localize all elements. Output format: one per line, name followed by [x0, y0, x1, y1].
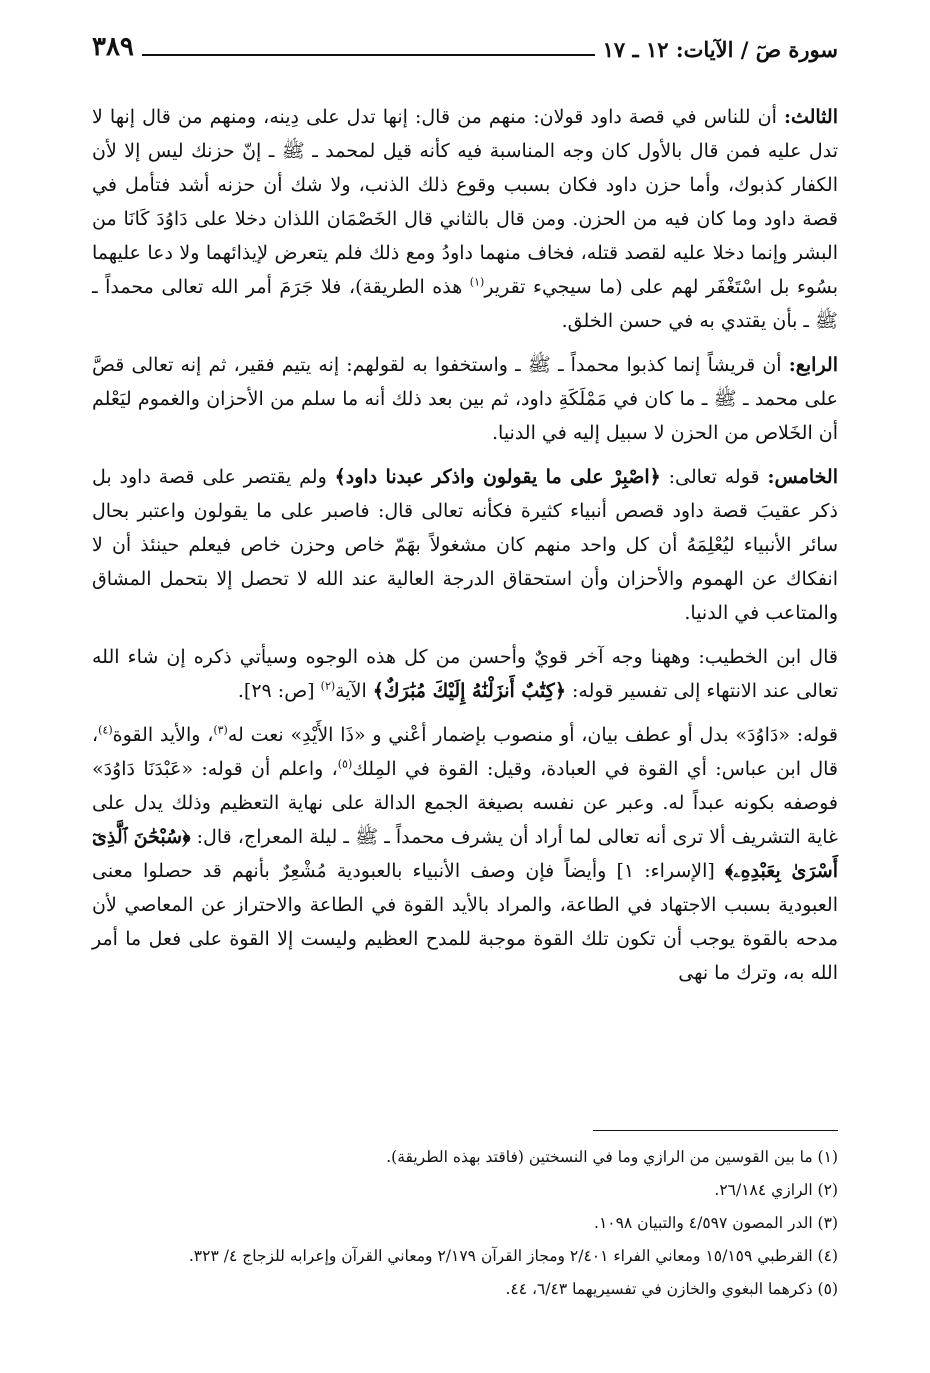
- footnote-ref: (٥): [337, 757, 353, 771]
- paragraph-text: قوله: «دَاوُدَ» بدل أو عطف بيان، أو منصوب بإضمار أعْني و «ذَا الأَيْدِ» نعت له: [227, 724, 838, 746]
- paragraph-fourth: [92, 348, 838, 450]
- footnote-rule: [593, 1130, 838, 1131]
- paragraph-text-mid: الآية: [335, 680, 373, 702]
- quran-quote: ﴿سُبْحَٰنَ ٱلَّذِىٓ أَسْرَىٰ بِعَبْدِهِۦ﴾: [92, 826, 838, 882]
- footnote-ref: (٤): [98, 723, 113, 737]
- paragraph-third: [92, 100, 838, 338]
- header-title: سورة صٓ / الآيات: ١٢ ـ ١٧: [602, 37, 838, 62]
- quran-quote: ﴿اصْبِرْ على ما يقولون واذكر عبدنا داود﴾: [334, 466, 661, 488]
- paragraph-lead: الرابع:: [788, 354, 838, 376]
- paragraph-text: أن للناس في قصة داود قولان: منهم من قال: إنها تدل على دِينه، ومنهم من قال إنها لا تدل عليه فمن قال بالأول كان وجه المناسبة فيه كأنه قيل لمحمد ـ ﷺ ـ إنّ حزنك ليس إلا لأن الكفار كذبوك، وأما حزن داود فكان بسبب وقوع ذلك الذنب، ولا شك أن حزنه أشد فتأمل في قصة داود وما كان فيه من الحزن. ومن قال بالثاني قال الخَصْمَان اللذان دخلا على دَاوُدَ كَانَا من البشر وإنما دخلا عليه لقصد قتله، فخاف منهما داودُ ومع ذلك فلم يتعرض لإيذائهما ولا دعا عليهما بسُوء بل اسْتَغْفَر لهم على (ما سيجيء تقرير: [92, 106, 838, 298]
- footnote-ref: (١): [469, 275, 485, 289]
- paragraph-text: قوله تعالى:: [660, 466, 768, 488]
- paragraph-text: ، قال ابن عباس: أي القوة في العبادة، وقيل: القوة في المِلك: [92, 724, 839, 780]
- body-text: [92, 100, 838, 990]
- paragraph-text-tail: [الإسراء: ١] وأيضاً فإن وصف الأنبياء بالعبودية مُشْعِرٌ بأنهم قد حصلوا معنى العبودية بسبب الاجتهاد في الطاعة، والمراد بالأيد القوة في الطاعة والاحتراز عن المعاصي لأن مدحه بالقوة يوجب أن تكون تلك القوة موجبة للمدح العظيم وليست إلا القوة على فعل ما أمر الله به، وترك ما نهى: [92, 860, 838, 984]
- paragraph-fifth: [92, 460, 838, 630]
- paragraph-text-tail: [ص: ٢٩].: [237, 680, 321, 702]
- paragraph-text: ، والأيد القوة: [112, 724, 214, 746]
- footnote-item: (٥) ذكرهما البغوي والخازن في تفسيريهما ٦/٤٣، ٤٤.: [505, 1280, 838, 1298]
- paragraph-ibn-khatib: [92, 640, 838, 708]
- footnote-ref: (٢): [320, 679, 336, 693]
- footnote-item: (٤) القرطبي ١٥/١٥٩ ومعاني الفراء ٢/٤٠١ ومجاز القرآن ٢/١٧٩ ومعاني القرآن وإعرابه للزجاج ٤/ ٣٢٣.: [188, 1247, 838, 1265]
- footnote-item: (١) ما بين القوسين من الرازي وما في النسختين (فاقتد بهذه الطريقة).: [386, 1148, 838, 1166]
- footnote-item: (٣) الدر المصون ٤/٥٩٧ والتبيان ١٠٩٨.: [594, 1214, 838, 1232]
- paragraph-text: ، واعلم أن قوله: «عَبْدَنَا دَاوُدَ» فوصفه بكونه عبداً له. وعبر عن نفسه بصيغة الجمع الدالة على نهاية التعظيم وذلك يدل على غاية التشريف ألا ترى أنه تعالى لما أراد أن يشرف محمداً ـ ﷺ ـ ليلة المعراج، قال:: [92, 758, 838, 848]
- header-rule: [142, 54, 595, 56]
- footnotes: [92, 1130, 838, 1308]
- paragraph-text: قال ابن الخطيب: وههنا وجه آخر قويٌ وأحسن من كل هذه الوجوه وسيأتي ذكره إن شاء الله تعالى عند الانتهاء إلى تفسير قوله:: [92, 646, 838, 702]
- running-header: [92, 24, 838, 62]
- book-page: [92, 24, 839, 1298]
- footnote-item: (٢) الرازي ٢٦/١٨٤.: [714, 1181, 838, 1199]
- quran-quote: ﴿كِتَٰبٌ أَنزَلْنَٰهُ إِلَيْكَ مُبَٰرَكٌ﴾: [372, 680, 566, 702]
- paragraph-text: أن قريشاً إنما كذبوا محمداً ـ ﷺ ـ واستخفوا به لقولهم: إنه يتيم فقير، ثم إنه تعالى قصَّ على محمد ـ ﷺ ـ ما كان في مَمْلَكَةِ داود، ثم بين بعد ذلك أنه ما سلم من الأحزان والغموم ليَعْلم أن الخَلاص من الحزن لا سبيل إليه في الدنيا.: [92, 354, 838, 444]
- paragraph-dawud: [92, 718, 838, 990]
- page-number: ٣٨٩: [92, 32, 134, 62]
- paragraph-lead: الخامس:: [767, 466, 839, 488]
- paragraph-lead: الثالث:: [783, 106, 838, 128]
- paragraph-text-tail: ولم يقتصر على قصة داود بل ذكر عقيبَ قصة داود قصص أنبياء كثيرة فكأنه تعالى قال: فاصبر على ما يقولون واعتبر بحال سائر الأنبياء ليُعْلِمَهُ أن كل واحد منهم كان مشغولاً بهَمّ خاص وحزن خاص فيعلم حينئذ أن لا انفكاك عن الهموم والأحزان وأن استحقاق الدرجة العالية عند الله لا تحصل إلا بتحمل المشاق والمتاعب في الدنيا.: [92, 466, 838, 624]
- paragraph-text-tail: هذه الطريقة)، فلا جَرَمَ أمر الله تعالى محمداً ـ ﷺ ـ بأن يقتدي به في حسن الخلق.: [92, 276, 838, 332]
- footnote-ref: (٣): [213, 723, 228, 737]
